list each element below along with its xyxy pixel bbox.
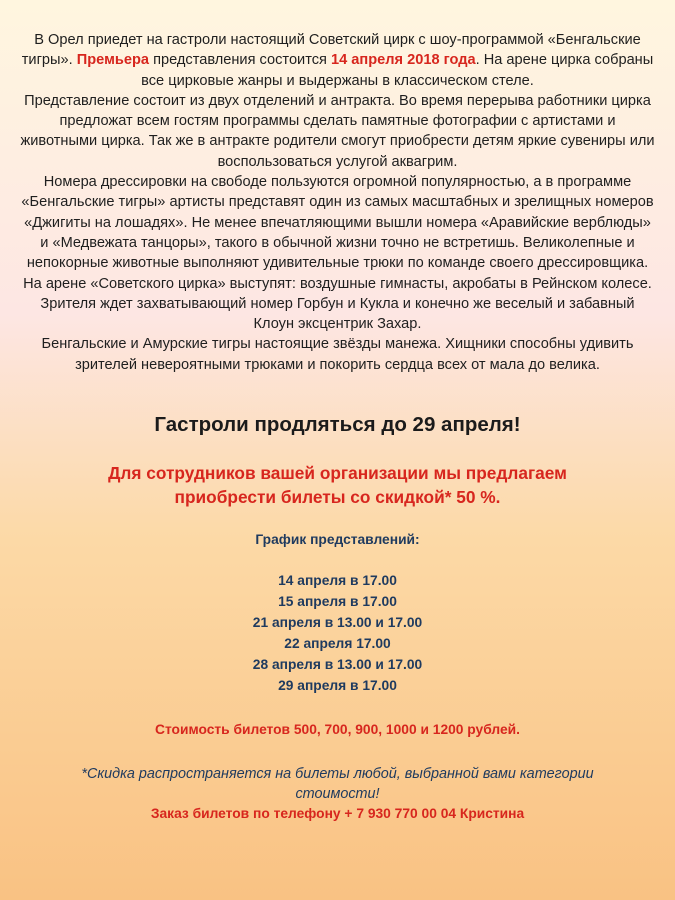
schedule-item: 21 апреля в 13.00 и 17.00 xyxy=(252,615,423,631)
intro-paragraph-2: Представление состоит из двух отделений и антракта. Во время перерыва работники цирка предложат всем гостям программы сделать памятные фотографии с артистами и животными цирка. Так же в антракте родители смогут приобрести детям яркие сувениры или воспользоваться услугой аквагрим. xyxy=(20,92,655,170)
ticket-price: Стоимость билетов 500, 700, 900, 1000 и 1200 рублей. xyxy=(155,722,520,738)
intro-paragraph-3: Номера дрессировки на свободе пользуются огромной популярностью, а в программе «Бенгальские тигры» артисты представят один из самых масштабных и зрелищных номеров «Джигиты на лошадях». Не менее впечатляющими вышли номера «Аравийские верблюды» и «Медвежата танцоры», такого в обычной жизни точно не встретишь. Великолепные и непокорные животные выполняют удивительные трюки по команде своего дрессировщика. xyxy=(21,174,654,272)
intro-paragraph-5: Бенгальские и Амурские тигры настоящие звёзды манежа. Хищники способны удивить зрителей невероятными трюками и покорить сердца всех от мала до велика. xyxy=(41,336,634,373)
schedule-item: 29 апреля в 17.00 xyxy=(278,678,397,694)
discount-note xyxy=(20,764,655,804)
intro-paragraph-4: На арене «Советского цирка» выступят: воздушные гимнасты, акробаты в Рейнском колесе. Зрителя ждет захватывающий номер Горбун и Кукла и конечно же веселый и забавный Клоун эксцентрик Захар. xyxy=(23,275,652,333)
note-line-1: *Скидка распространяется на билеты любой, выбранной вами категории xyxy=(81,766,594,783)
booking-phone: Заказ билетов по телефону + 7 930 770 00 04 Кристина xyxy=(150,806,525,822)
premiere-highlight: Премьера xyxy=(76,52,149,69)
premiere-date-highlight: 14 апреля 2018 года xyxy=(331,52,476,69)
schedule-item: 22 апреля 17.00 xyxy=(284,636,391,652)
intro-p1-middle: представления состоится xyxy=(153,52,327,69)
schedule-item: 15 апреля в 17.00 xyxy=(278,594,397,610)
intro-paragraph-1 xyxy=(20,30,655,91)
schedule-item: 28 апреля в 13.00 и 17.00 xyxy=(252,657,423,673)
offer-line-2: приобрести билеты со скидкой* 50 %. xyxy=(174,487,501,508)
intro-text xyxy=(20,30,655,375)
intro-p1-start: В Орел приедет на гастроли настоящий Советский цирк с шоу-программой «Бенгальские тигры». xyxy=(21,32,641,69)
schedule-list xyxy=(20,570,655,696)
intro-p1-end: . На арене цирка собраны все цирковые жанры и выдержаны в классическом стеле. xyxy=(141,52,654,89)
offer-line-1: Для сотрудников вашей организации мы предлагаем xyxy=(108,463,567,484)
note-line-2: стоимости! xyxy=(295,786,380,803)
schedule-item: 14 апреля в 17.00 xyxy=(278,573,397,589)
discount-offer xyxy=(20,461,655,509)
tour-headline: Гастроли продляться до 29 апреля! xyxy=(154,413,521,437)
schedule-title: График представлений: xyxy=(255,532,420,548)
